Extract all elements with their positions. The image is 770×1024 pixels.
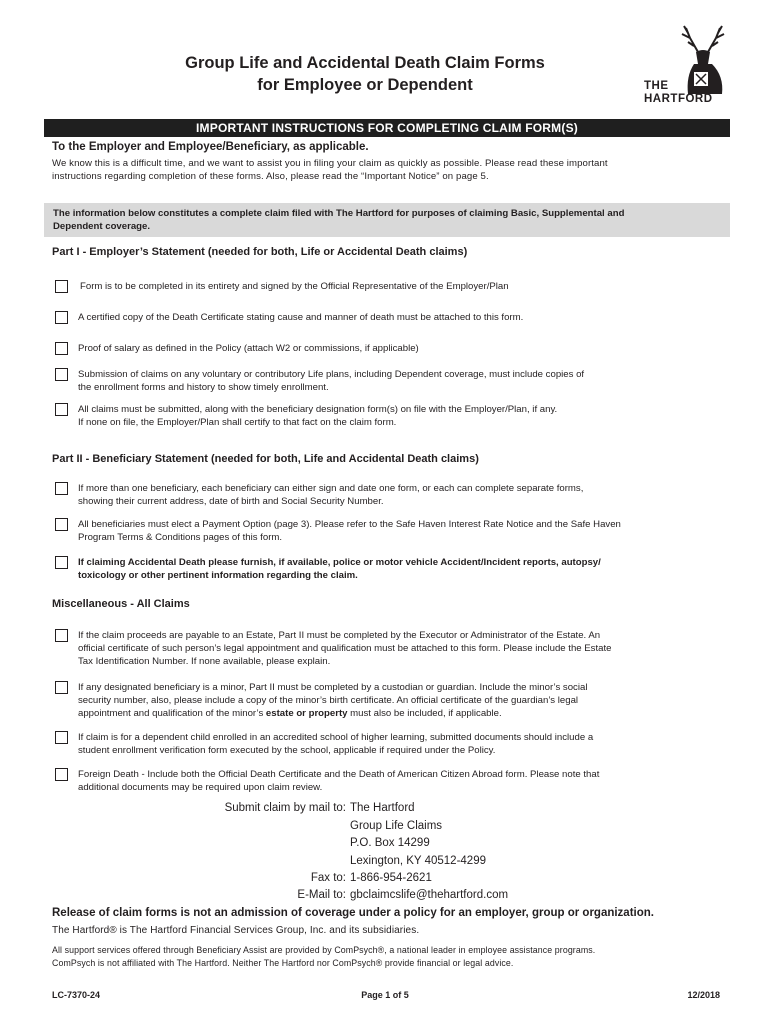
fax-number: 1-866-954-2621 [350,872,432,884]
release-notice: Release of claim forms is not an admission of coverage under a policy for an employer, group or organization. [52,907,654,919]
part1-checkbox-3[interactable] [55,342,68,355]
part2-item-2-line1: All beneficiaries must elect a Payment Option (page 3). Please refer to the Safe Haven Interest Rate Notice and the Safe Haven [78,519,621,530]
part1-item-5 [78,403,728,429]
misc-item-2-line3 [78,707,728,720]
part1-item-3 [78,342,728,355]
part2-checkbox-2[interactable] [55,518,68,531]
misc-checkbox-3[interactable] [55,731,68,744]
part1-item-1 [80,280,730,293]
info-box-text [53,207,723,233]
misc-item-3-line2: student enrollment verification form executed by the school, applicable if required under the Policy. [78,745,496,756]
part2-checkbox-3[interactable] [55,556,68,569]
trademark-note: The Hartford® is The Hartford Financial Services Group, Inc. and its subsidiaries. [52,925,420,936]
intro-line1: We know this is a difficult time, and we want to assist you in filing your claim as quickly as possible. Please read these important [52,158,608,169]
misc-item-1-line1: If the claim proceeds are payable to an Estate, Part II must be completed by the Executor or Administrator of the Estate. An [78,630,601,641]
mail-box: P.O. Box 14299 [350,837,430,849]
misc-item-2-line3-bold: estate or property [265,708,348,719]
document-title-line2: for Employee or Dependent [257,76,473,94]
part1-checkbox-1[interactable] [55,280,68,293]
intro-heading: To the Employer and Employee/Beneficiary, as applicable. [52,141,369,153]
part2-item-2 [78,518,728,544]
logo-text-the: THE [644,80,669,92]
part2-heading: Part II - Beneficiary Statement (needed for both, Life and Accidental Death claims) [52,453,479,465]
part2-item-3-line2: toxicology or other pertinent information regarding the claim. [78,570,358,581]
misc-item-2-line3-post: must also be included, if applicable. [347,708,502,719]
misc-item-4-line1: Foreign Death - Include both the Official Death Certificate and the Death of American Citizen Abroad form. Please note that [78,769,600,780]
fax-label: Fax to: [310,872,346,884]
misc-item-1 [78,629,728,668]
part2-item-3 [78,556,728,582]
part1-heading: Part I - Employer’s Statement (needed for both, Life or Accidental Death claims) [52,246,468,258]
part1-item-4 [78,368,728,394]
email-address[interactable]: gbclaimcslife@thehartford.com [350,889,509,901]
instructions-banner: IMPORTANT INSTRUCTIONS FOR COMPLETING CLAIM FORM(S) [44,119,730,137]
misc-item-4 [78,768,728,794]
part1-item-2-line1: A certified copy of the Death Certificate stating cause and manner of death must be attached to this form. [78,312,524,323]
misc-item-2-line1: If any designated beneficiary is a minor, Part II must be completed by a custodian or guardian. Include the minor’s social [78,682,588,693]
part2-item-1-line1: If more than one beneficiary, each beneficiary can either sign and date one form, or each can complete separate forms, [78,483,584,494]
part1-checkbox-4[interactable] [55,368,68,381]
document-title-line1: Group Life and Accidental Death Claim Forms [185,54,545,72]
part2-checkbox-1[interactable] [55,482,68,495]
email-label: E-Mail to: [297,889,346,901]
misc-checkbox-2[interactable] [55,681,68,694]
misc-item-1-line3: Tax Identification Number. If none available, please explain. [78,656,331,667]
misc-item-2 [78,681,728,720]
part1-item-4-line2: the enrollment forms and history to show timely enrollment. [78,382,329,393]
misc-item-2-line2: security number, also, please include a copy of the minor’s birth certificate. An official certificate of the guardian’s legal [78,695,579,706]
misc-item-3-line1: If claim is for a dependent child enrolled in an accredited school of higher learning, submitted documents should include a [78,732,594,743]
part1-item-5-line1: All claims must be submitted, along with the beneficiary designation form(s) on file with the Employer/Plan, if any. [78,404,558,415]
part1-item-2 [78,311,728,324]
misc-item-1-line2: official certificate of such person’s legal appointment and qualification must be attached to this form. Please include the Estate [78,643,612,654]
part1-item-3-line1: Proof of salary as defined in the Policy (attach W2 or commissions, if applicable) [78,343,419,354]
mail-dept: Group Life Claims [350,820,443,832]
logo-text-hartford: HARTFORD [644,93,713,105]
intro-line2: instructions regarding completion of these forms. Also, please read the “Important Notice” on page 5. [52,171,489,182]
part1-checkbox-5[interactable] [55,403,68,416]
misc-heading: Miscellaneous - All Claims [52,598,190,610]
part2-item-2-line2: Program Terms & Conditions pages of this form. [78,532,283,543]
part2-item-3-line1: If claiming Accidental Death please furnish, if available, police or motor vehicle Accident/Incident reports, autopsy/ [78,557,601,568]
support-note [52,944,595,970]
misc-item-3 [78,731,728,757]
part1-item-1-line1: Form is to be completed in its entirety and signed by the Official Representative of the Employer/Plan [80,281,509,292]
page-number: Page 1 of 5 [361,990,409,1000]
misc-item-4-line2: additional documents may be required upon claim review. [78,782,323,793]
mail-label: Submit claim by mail to: [224,802,346,814]
info-box-line2: Dependent coverage. [53,221,151,232]
misc-item-2-line3-pre: appointment and qualification of the minor’s [78,708,266,719]
form-id: LC-7370-24 [52,990,101,1000]
part1-item-5-line2: If none on file, the Employer/Plan shall certify to that fact on the claim form. [78,417,397,428]
support-note-line2: ComPsych is not affiliated with The Hartford. Neither The Hartford nor ComPsych® provide financial or legal advice. [52,958,514,968]
part2-item-1 [78,482,728,508]
part1-checkbox-2[interactable] [55,311,68,324]
misc-checkbox-4[interactable] [55,768,68,781]
form-date: 12/2018 [687,990,720,1000]
support-note-line1: All support services offered through Beneficiary Assist are provided by ComPsych®, a national leader in employee assistance programs. [52,945,596,955]
part1-item-4-line1: Submission of claims on any voluntary or contributory Life plans, including Dependent coverage, must include copies of [78,369,585,380]
mail-name: The Hartford [350,802,415,814]
mail-city: Lexington, KY 40512-4299 [350,855,486,867]
info-box-line1: The information below constitutes a complete claim filed with The Hartford for purposes of claiming Basic, Supplemental and [53,208,625,219]
part2-item-1-line2: showing their current address, date of birth and Social Security Number. [78,496,384,507]
misc-checkbox-1[interactable] [55,629,68,642]
